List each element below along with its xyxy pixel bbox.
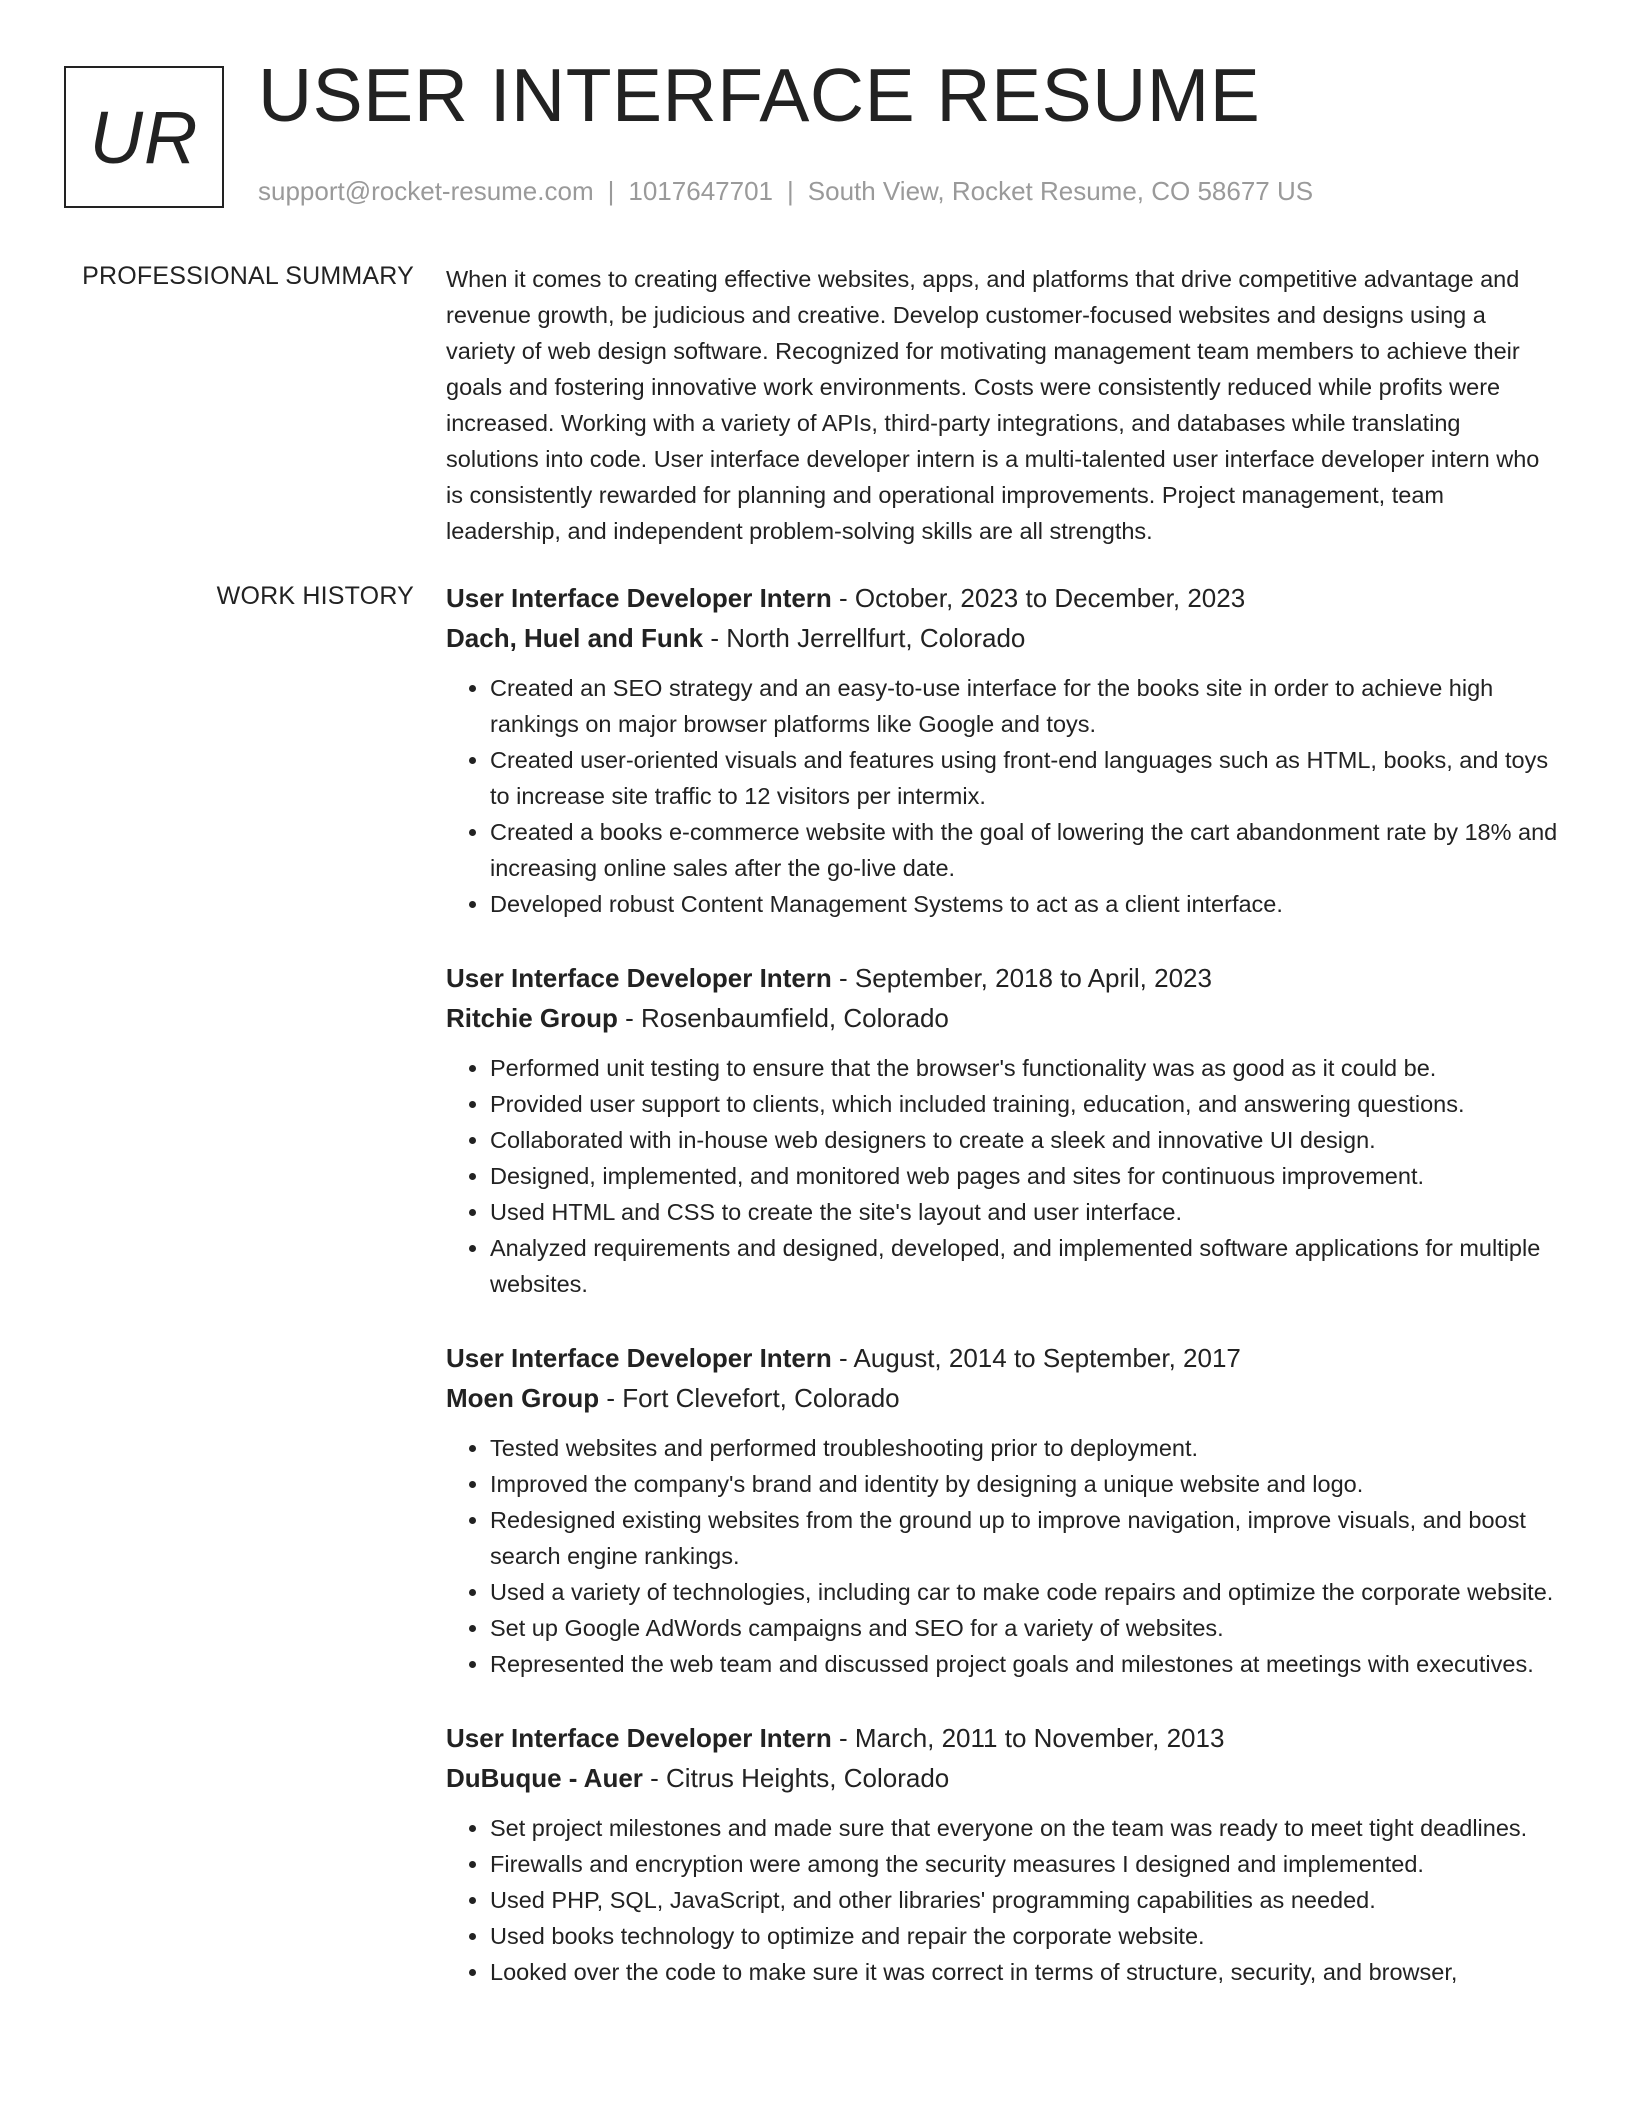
job-title: User Interface Developer Intern xyxy=(446,963,832,993)
job-bullet: • Created user-oriented visuals and features using front-end languages such as HTML, books, and toys to increase site traffic to 12 visitors per intermix. xyxy=(490,742,1558,814)
summary-section-label: PROFESSIONAL SUMMARY xyxy=(82,262,414,290)
job-dates: - August, 2014 to September, 2017 xyxy=(831,1343,1241,1373)
job-dates: - March, 2011 to November, 2013 xyxy=(831,1723,1225,1753)
job-bullet-list xyxy=(446,1810,1558,1990)
job-location: - North Jerrellfurt, Colorado xyxy=(703,623,1026,653)
job-bullet-list xyxy=(446,1050,1558,1302)
job-company: DuBuque - Auer xyxy=(446,1763,643,1793)
monogram-logo xyxy=(64,66,224,208)
job-bullet: • Used PHP, SQL, JavaScript, and other libraries' programming capabilities as needed. xyxy=(490,1882,1558,1918)
job-company-line xyxy=(446,618,1558,658)
job-location: - Fort Clevefort, Colorado xyxy=(599,1383,900,1413)
job-company: Dach, Huel and Funk xyxy=(446,623,704,653)
job-title-line xyxy=(446,1338,1558,1378)
job-bullet: • Provided user support to clients, which included training, education, and answering questions. xyxy=(490,1086,1558,1122)
job-bullet: • Analyzed requirements and designed, developed, and implemented software applications for multiple websites. xyxy=(490,1230,1558,1302)
contact-address: South View, Rocket Resume, CO 58677 US xyxy=(807,176,1314,206)
job-bullet: • Tested websites and performed troubleshooting prior to deployment. xyxy=(490,1430,1558,1466)
job-dates: - September, 2018 to April, 2023 xyxy=(831,963,1212,993)
job-title-line xyxy=(446,578,1558,618)
job-bullet: • Performed unit testing to ensure that the browser's functionality was as good as it could be. xyxy=(490,1050,1558,1086)
contact-separator: | xyxy=(607,176,615,206)
job-entry xyxy=(446,1718,1558,1990)
contact-separator: | xyxy=(787,176,794,206)
work-history-list xyxy=(446,578,1558,2026)
job-entry xyxy=(446,578,1558,922)
job-bullet-list xyxy=(446,670,1558,922)
job-bullet: • Designed, implemented, and monitored web pages and sites for continuous improvement. xyxy=(490,1158,1558,1194)
job-bullet: • Used HTML and CSS to create the site's layout and user interface. xyxy=(490,1194,1558,1230)
job-bullet: • Created a books e-commerce website with the goal of lowering the cart abandonment rate by 18% and increasing online sales after the go-live date. xyxy=(490,814,1558,886)
job-company: Ritchie Group xyxy=(446,1003,618,1033)
job-dates: - October, 2023 to December, 2023 xyxy=(831,583,1246,613)
job-bullet: • Developed robust Content Management Systems to act as a client interface. xyxy=(490,886,1558,922)
job-entry xyxy=(446,1338,1558,1682)
job-bullet: • Improved the company's brand and identity by designing a unique website and logo. xyxy=(490,1466,1558,1502)
work-history-section-label: WORK HISTORY xyxy=(216,582,414,610)
summary-text: When it comes to creating effective websites, apps, and platforms that drive competitive advantage and revenue growth, be judicious and creative. Develop customer-focused websites and designs using a variety of web design software. Recognized for motivating management team members to achieve their goals and fostering innovative work environments. Costs were consistently reduced while profits were increased. Working with a variety of APIs, third-party integrations, and databases while translating solutions into code. User interface developer intern is a multi-talented user interface developer intern who is consistently rewarded for planning and operational improvements. Project management, team leadership, and independent problem-solving skills are all strengths. xyxy=(446,266,1540,544)
job-bullet: • Redesigned existing websites from the ground up to improve navigation, improve visuals, and boost search engine rankings. xyxy=(490,1502,1558,1574)
job-bullet: • Used books technology to optimize and repair the corporate website. xyxy=(490,1918,1558,1954)
job-location: - Rosenbaumfield, Colorado xyxy=(617,1003,949,1033)
job-bullet: • Used a variety of technologies, including car to make code repairs and optimize the corporate website. xyxy=(490,1574,1558,1610)
contact-line xyxy=(258,176,1313,207)
job-bullet: • Created an SEO strategy and an easy-to-use interface for the books site in order to achieve high rankings on major browser platforms like Google and toys. xyxy=(490,670,1558,742)
job-company-line xyxy=(446,1758,1558,1798)
job-company-line xyxy=(446,1378,1558,1418)
job-title-line xyxy=(446,1718,1558,1758)
job-bullet: • Set up Google AdWords campaigns and SEO for a variety of websites. xyxy=(490,1610,1558,1646)
job-company: Moen Group xyxy=(446,1383,600,1413)
job-bullet: • Firewalls and encryption were among the security measures I designed and implemented. xyxy=(490,1846,1558,1882)
monogram-initials: UR xyxy=(89,95,199,179)
job-entry xyxy=(446,958,1558,1302)
job-title: User Interface Developer Intern xyxy=(446,583,832,613)
resume-title: USER INTERFACE RESUME xyxy=(258,53,1261,137)
job-bullet: • Looked over the code to make sure it was correct in terms of structure, security, and browser, xyxy=(490,1954,1558,1990)
contact-phone: 1017647701 xyxy=(628,176,773,206)
job-title-line xyxy=(446,958,1558,998)
job-bullet: • Represented the web team and discussed project goals and milestones at meetings with executives. xyxy=(490,1646,1558,1682)
job-bullet: • Collaborated with in-house web designers to create a sleek and innovative UI design. xyxy=(490,1122,1558,1158)
job-bullet: • Set project milestones and made sure that everyone on the team was ready to meet tight deadlines. xyxy=(490,1810,1558,1846)
job-title: User Interface Developer Intern xyxy=(446,1343,832,1373)
job-location: - Citrus Heights, Colorado xyxy=(642,1763,950,1793)
job-company-line xyxy=(446,998,1558,1038)
job-title: User Interface Developer Intern xyxy=(446,1723,832,1753)
contact-email: support@rocket-resume.com xyxy=(258,176,594,206)
job-bullet-list xyxy=(446,1430,1558,1682)
